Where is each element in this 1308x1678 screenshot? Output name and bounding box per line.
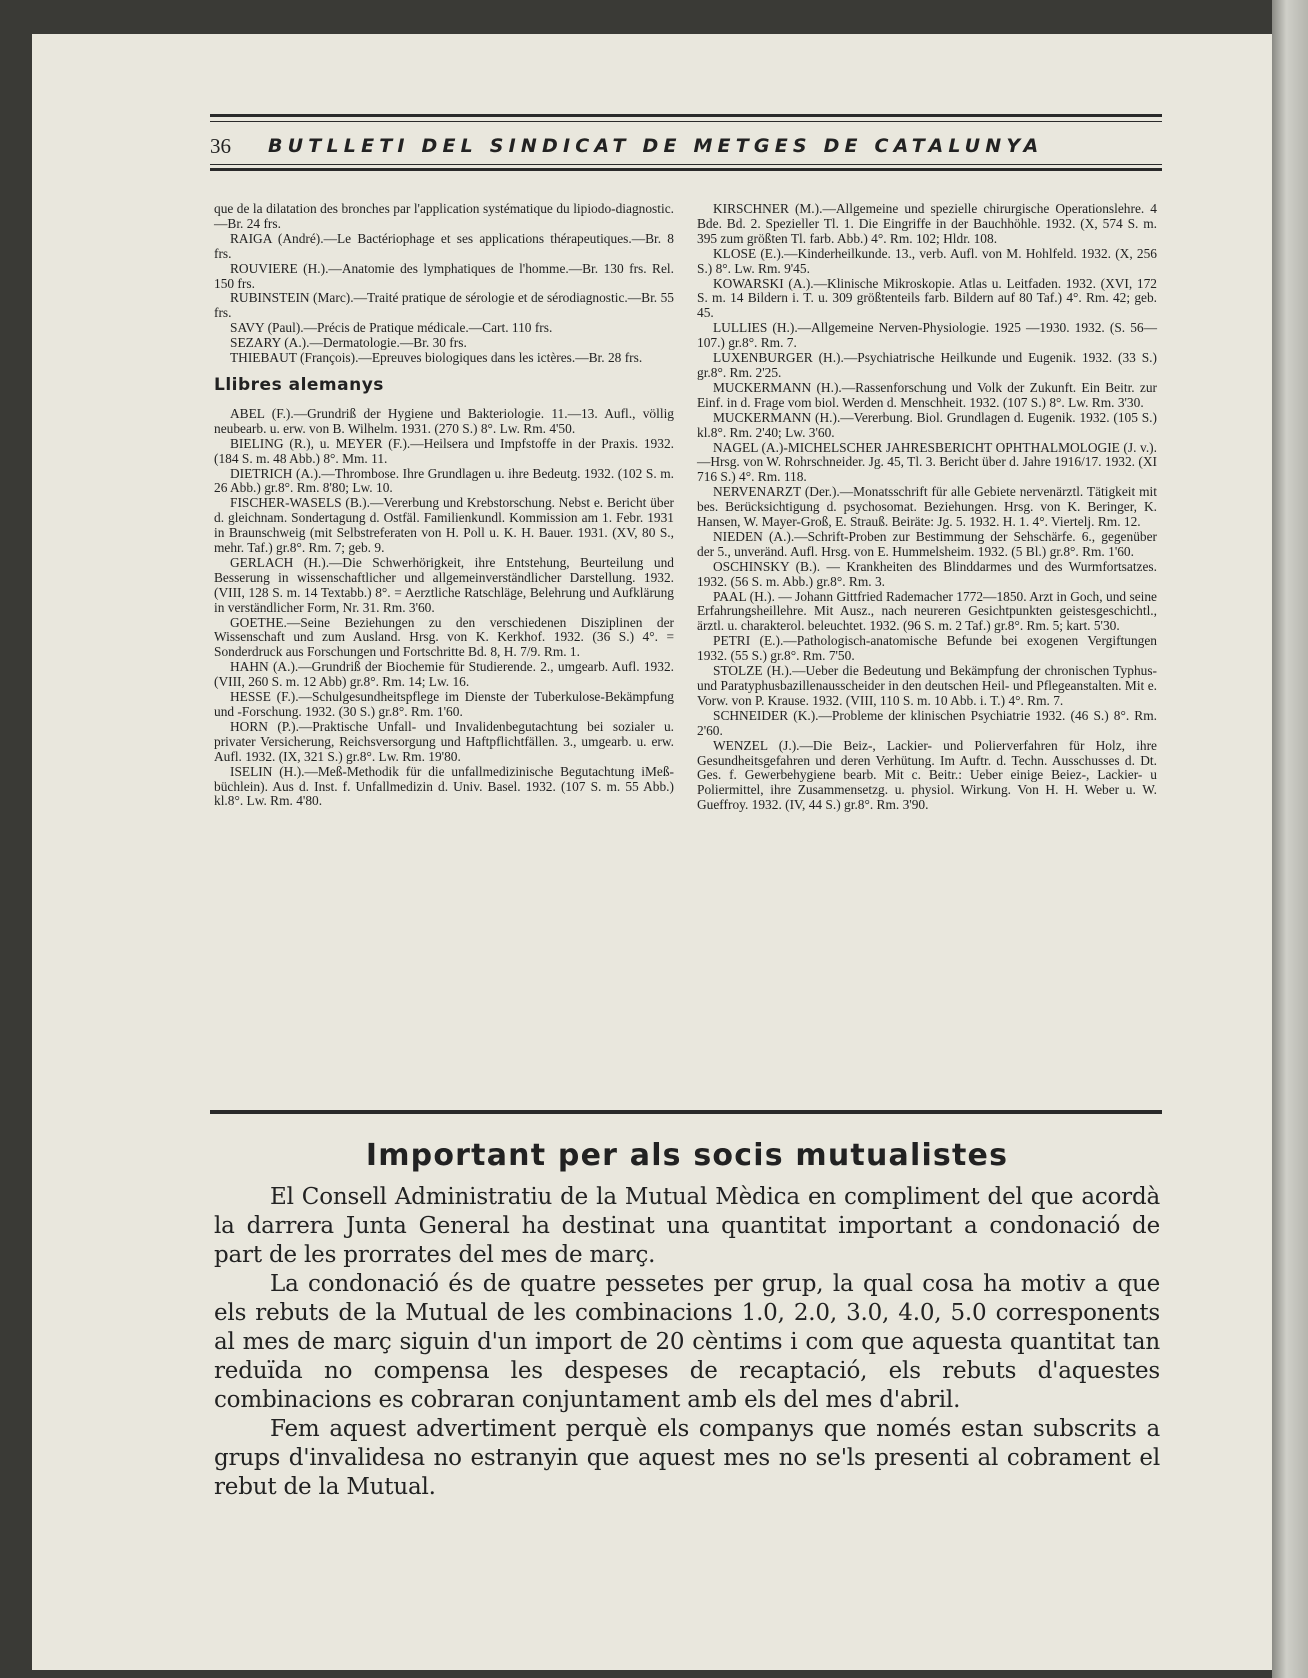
list-item: SAVY (Paul).—Précis de Pratique médicale.—Cart. 110 frs. xyxy=(230,320,553,336)
list-item: HESSE (F.).—Schulgesundheitspflege im Dienste der Tuberkulose-Bekämpfung und -Forschung. 1932. (30 S.) gr.8°. Rm. 1'60. xyxy=(214,689,674,719)
list-item: ABEL (F.).—Grundriß der Hygiene und Bakteriologie. 11.—13. Aufl., völlig neubearb. u. erw. von B. Wilhelm. 1931. (270 S.) 8°. Lw. Rm. 4'50. xyxy=(214,405,674,436)
section-divider xyxy=(210,1110,1162,1114)
list-item: OSCHINSKY (B.). — Krankheiten des Blinddarmes und des Wurmfortsatzes. 1932. (56 S. m. Abb.) gr.8°. Rm. 3. xyxy=(697,558,1157,589)
list-item: RAIGA (André).—Le Bactériophage et ses applications thérapeutiques.—Br. 8 frs. xyxy=(214,230,674,261)
list-item: SEZARY (A.).—Dermatologie.—Br. 30 frs. xyxy=(230,335,467,351)
journal-title: BUTLLETI DEL SINDICAT DE METGES DE CATALUNYA xyxy=(268,135,1044,157)
notice-paragraph: La condonació és de quatre pessetes per grup, la qual cosa ha motiv a que els rebuts de la Mutual de les combinacions 1.0, 2.0, 3.0, 4.0, 5.0 corresponents al mes de març siguin d'un import de 20 cèntims i com que aquesta quantitat tan reduïda no compensa les despeses de recaptació, els rebuts d'aquestes combinacions es cobraran conjuntament amb els del mes d'abril. xyxy=(214,1271,1160,1413)
list-item: ROUVIERE (H.).—Anatomie des lymphatiques de l'homme.—Br. 130 frs. Rel. 150 frs. xyxy=(214,260,674,291)
list-item: STOLZE (H.).—Ueber die Bedeutung und Bekämpfung der chronischen Typhus- und Paratyphusbazillenausscheider in den deutschen Heil- und Pflegeanstalten. Mit e. Vorw. von P. Krause. 1932. (VIII, 110 S. m. 10 Abb. i. T.) 4°. Rm. 7. xyxy=(697,663,1157,708)
list-item: PAAL (H.). — Johann Gittfried Rademacher 1772—1850. Arzt in Goch, und seine Erfahrungsheillehre. Mit Ausz., nach neureren Gesichtpunkten geistesgeschichtl., ärztl. u. charakterol. beleuchtet. 1932. (96 S. m. 2 Taf.) gr.8°. Rm. 5; kart. 5'30. xyxy=(697,588,1157,634)
list-item: ISELIN (H.).—Meß-Methodik für die unfallmedizinische Begutachtung iMeß-büchlein). Aus d. Inst. f. Unfallmedizin d. Univ. Basel. 1932. (107 S. m. 55 Abb.) kl.8°. Lw. Rm. 4'80. xyxy=(214,763,674,809)
list-item: FISCHER-WASELS (B.).—Vererbung und Krebstorschung. Nebst e. Bericht über d. gleichnam. Sondertagung d. Ostfäl. Familienkundl. Kommission am 1. Febr. 1931 in Braunschweig (mit Selbstreferaten von H. Poll u. K. H. Bauer. 1931. (XV, 80 S., mehr. Taf.) gr.8°. Rm. 7; geb. 9. xyxy=(214,495,674,556)
notice-paragraph: El Consell Administratiu de la Mutual Mèdica en compliment del que acordà la darrera Junta General ha destinat una quantitat important a condonació de part de les prorrates del mes de març. xyxy=(214,1184,1160,1268)
list-item: NAGEL (A.)-MICHELSCHER JAHRESBERICHT OPHTHALMOLOGIE (J. v.).—Hrsg. von W. Rohrschneider. Jg. 45, Tl. 3. Bericht über d. Jahre 1916/17. 1932. (XI 716 S.) 4°. Rm. 118. xyxy=(697,439,1157,485)
list-item: BIELING (R.), u. MEYER (F.).—Heilsera und Impfstoffe in der Praxis. 1932. (184 S. m. 48 Abb.) 8°. Mm. 11. xyxy=(214,435,674,466)
page-edge xyxy=(1272,0,1308,1678)
list-item: PETRI (E.).—Pathologisch-anatomische Befunde bei exogenen Vergiftungen 1932. (55 S.) gr.8°. Rm. 7'50. xyxy=(697,633,1157,664)
section-heading: Llibres alemanys xyxy=(214,374,384,395)
list-item: HORN (P.).—Praktische Unfall- und Invalidenbegutachtung bei sozialer u. privater Versicherung, Reichsversorgung und Haftpflichtfällen. 3., umgearb. u. erw. Aufl. 1932. (IX, 321 S.) gr.8°. Lw. Rm. 19'80. xyxy=(214,718,674,764)
list-item: DIETRICH (A.).—Thrombose. Ihre Grundlagen u. ihre Bedeutg. 1932. (102 S. m. 26 Abb.) gr.8°. Rm. 8'80; Lw. 10. xyxy=(214,465,674,496)
list-item: LUXENBURGER (H.).—Psychiatrische Heilkunde und Eugenik. 1932. (33 S.) gr.8°. Rm. 2'25. xyxy=(697,350,1157,380)
header-rule-top-thin xyxy=(210,121,1162,122)
list-item: SCHNEIDER (K.).—Probleme der klinischen Psychiatrie 1932. (46 S.) 8°. Rm. 2'60. xyxy=(697,707,1157,738)
left-column xyxy=(214,202,674,809)
notice-paragraph: Fem aquest advertiment perquè els companys que només estan subscrits a grups d'invalidesa no estranyin que aquest mes no se'ls presenti al cobrament el rebut de la Mutual. xyxy=(214,1416,1160,1500)
list-item: NERVENARZT (Der.).—Monatsschrift für alle Gebiete nervenärztl. Tätigkeit mit bes. Berücksichtigung d. psychosomat. Beziehungen. Hrsg. von K. Beringer, K. Hansen, W. Mayer-Groß, E. Strauß. Beiräte: Jg. 5. 1932. H. 1. 4°. Viertelj. Rm. 12. xyxy=(697,484,1157,530)
list-item: GERLACH (H.).—Die Schwerhörigkeit, ihre Entstehung, Beurteilung und Besserung in wissenschaftlicher und allgemeinverständlicher Darstellung. 1932. (VIII, 128 S. m. 14 Textabb.) 8°. = Aerztliche Ratschläge, Belehrung und Aufklärung in verständlicher Form, Nr. 31. Rm. 3'60. xyxy=(214,554,674,615)
notice-title: Important per als socis mutualistes xyxy=(365,1138,1009,1173)
header-rule-bottom-thin xyxy=(210,164,1162,165)
list-item: WENZEL (J.).—Die Beiz-, Lackier- und Polierverfahren für Holz, ihre Gesundheitsgefahren und deren Verhütung. Im Auftr. d. Techn. Ausschusses d. Dt. Ges. f. Gewerbehygiene bearb. Mit c. Beitr.: Ueber einige Beiez-, Lackier- u Poliermittel, ihre Zusammensetzg. u. physiol. Wirkung. Von H. H. Weber u. W. Gueffroy. 1932. (IV, 44 S.) gr.8°. Rm. 3'90. xyxy=(697,737,1157,813)
running-header xyxy=(210,128,1162,164)
list-item: MUCKERMANN (H.).—Vererbung. Biol. Grundlagen d. Eugenik. 1932. (105 S.) kl.8°. Rm. 2'40; Lw. 3'60. xyxy=(697,409,1157,440)
right-column xyxy=(697,202,1157,813)
list-item: LULLIES (H.).—Allgemeine Nerven-Physiologie. 1925 —1930. 1932. (S. 56—107.) gr.8°. Rm. 7. xyxy=(697,320,1157,351)
notice xyxy=(214,1138,1160,1502)
list-item: NIEDEN (A.).—Schrift-Proben zur Bestimmung der Sehschärfe. 6., gegenüber der 5., unveränd. Aufl. Hrsg. von E. Hummelsheim. 1932. (5 Bl.) gr.8°. Rm. 1'60. xyxy=(697,528,1157,559)
list-item: HAHN (A.).—Grundriß der Biochemie für Studierende. 2., umgearb. Aufl. 1932. (VIII, 260 S. m. 12 Abb) gr.8°. Rm. 14; Lw. 16. xyxy=(214,659,674,690)
page-number: 36 xyxy=(210,133,231,158)
list-item: MUCKERMANN (H.).—Rassenforschung und Volk der Zukunft. Ein Beitr. zur Einf. in d. Frage vom biol. Werden d. Menschheit. 1932. (107 S.) 8°. Lw. Rm. 3'30. xyxy=(697,379,1157,410)
list-item: que de la dilatation des bronches par l'application systématique du lipiodo-diagnostic.—Br. 24 frs. xyxy=(214,201,674,231)
list-item: KIRSCHNER (M.).—Allgemeine und spezielle chirurgische Operationslehre. 4 Bde. Bd. 2. Spezieller Tl. 1. Die Eingriffe in der Bauchhöhle. 1932. (X, 574 S. m. 395 zum größten Tl. farb. Abb.) 4°. Rm. 102; Hldr. 108. xyxy=(697,201,1157,246)
header-rule-top xyxy=(210,114,1162,117)
list-item: KLOSE (E.).—Kinderheilkunde. 13., verb. Aufl. von M. Hohlfeld. 1932. (X, 256 S.) 8°. Lw. Rm. 9'45. xyxy=(697,245,1157,276)
list-item: GOETHE.—Seine Beziehungen zu den verschiedenen Disziplinen der Wissenschaft und zum Ausland. Hrsg. von K. Kerkhof. 1932. (36 S.) 4°. = Sonderdruck aus Forschungen und Fortschritte Bd. 8, H. 7/9. Rm. 1. xyxy=(214,614,674,660)
list-item: KOWARSKI (A.).—Klinische Mikroskopie. Atlas u. Leitfaden. 1932. (XVI, 172 S. m. 14 Bildern i. T. u. 309 größtenteils farb. Bildern auf 80 Taf.) 4°. Rm. 42; geb. 45. xyxy=(697,275,1157,321)
list-item: RUBINSTEIN (Marc).—Traité pratique de sérologie et de sérodiagnostic.—Br. 55 frs. xyxy=(214,290,674,321)
list-item: THIEBAUT (François).—Epreuves biologiques dans les ictères.—Br. 28 frs. xyxy=(230,350,643,366)
header-rule-bottom xyxy=(210,168,1162,171)
